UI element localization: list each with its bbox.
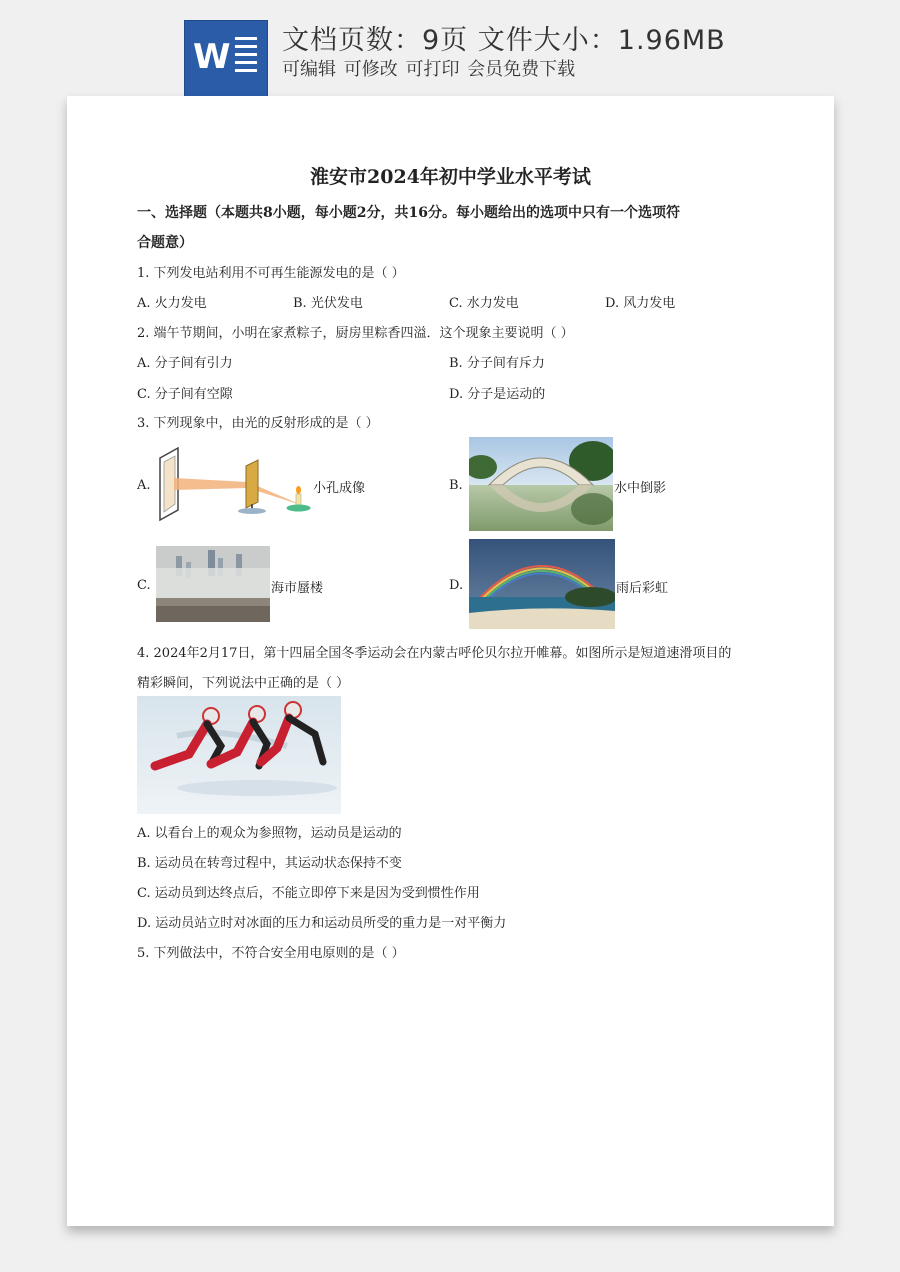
q3-option-d-letter: D. bbox=[449, 578, 464, 593]
q1-option-c: C. 水力发电 bbox=[449, 296, 519, 311]
q3-option-b-letter: B. bbox=[449, 478, 463, 493]
section-heading-cont: 合题意） bbox=[137, 235, 193, 251]
mirage-photo bbox=[156, 546, 270, 622]
q2-stem: 2. 端午节期间，小明在家煮粽子，厨房里粽香四溢．这个现象主要说明（ ） bbox=[137, 326, 574, 341]
q2-option-a: A. 分子间有引力 bbox=[137, 356, 233, 371]
q2-option-c: C. 分子间有空隙 bbox=[137, 387, 233, 402]
q5-stem: 5. 下列做法中，不符合安全用电原则的是（ ） bbox=[137, 946, 405, 961]
q4-option-d: D. 运动员站立时对冰面的压力和运动员所受的重力是一对平衡力 bbox=[137, 916, 507, 931]
word-document-icon: W bbox=[184, 20, 268, 98]
document-page bbox=[67, 96, 834, 1226]
q3-option-c-letter: C. bbox=[137, 578, 151, 593]
q3-option-a-letter: A. bbox=[137, 478, 151, 493]
q4-option-c: C. 运动员到达终点后，不能立即停下来是因为受到惯性作用 bbox=[137, 886, 480, 901]
page-title: 淮安市2024年初中学业水平考试 bbox=[310, 166, 591, 188]
q1-option-a: A. 火力发电 bbox=[137, 296, 207, 311]
pinhole-imaging-illustration bbox=[154, 444, 312, 522]
banner-title: 文档页数：9页 文件大小：1.96MB bbox=[282, 25, 726, 56]
bridge-reflection-photo bbox=[469, 437, 613, 531]
q2-option-b: B. 分子间有斥力 bbox=[449, 356, 545, 371]
q2-option-d: D. 分子是运动的 bbox=[449, 387, 546, 402]
q3-option-c-label: 海市蜃楼 bbox=[271, 581, 324, 596]
banner bbox=[0, 0, 900, 96]
q4-option-a: A. 以看台上的观众为参照物，运动员是运动的 bbox=[137, 826, 402, 841]
q4-stem-line1: 4. 2024年2月17日，第十四届全国冬季运动会在内蒙古呼伦贝尔拉开帷幕。如图所示是短道速滑项目的 bbox=[137, 646, 732, 661]
q1-option-b: B. 光伏发电 bbox=[293, 296, 363, 311]
q4-option-b: B. 运动员在转弯过程中，其运动状态保持不变 bbox=[137, 856, 402, 871]
q1-option-d: D. 风力发电 bbox=[605, 296, 676, 311]
q3-option-a-label: 小孔成像 bbox=[313, 481, 366, 496]
q3-stem: 3. 下列现象中，由光的反射形成的是（ ） bbox=[137, 416, 379, 431]
section-heading: 一、选择题（本题共8小题，每小题2分，共16分。每小题给出的选项中只有一个选项符 bbox=[137, 205, 680, 221]
q4-stem-line2: 精彩瞬间，下列说法中正确的是（ ） bbox=[137, 676, 350, 691]
q3-option-d-label: 雨后彩虹 bbox=[616, 581, 669, 596]
q3-option-b-label: 水中倒影 bbox=[614, 481, 667, 496]
speed-skating-photo bbox=[137, 696, 341, 814]
rainbow-photo bbox=[469, 539, 615, 629]
banner-subtitle: 可编辑 可修改 可打印 会员免费下载 bbox=[282, 59, 576, 80]
q1-stem: 1. 下列发电站利用不可再生能源发电的是（ ） bbox=[137, 266, 405, 281]
